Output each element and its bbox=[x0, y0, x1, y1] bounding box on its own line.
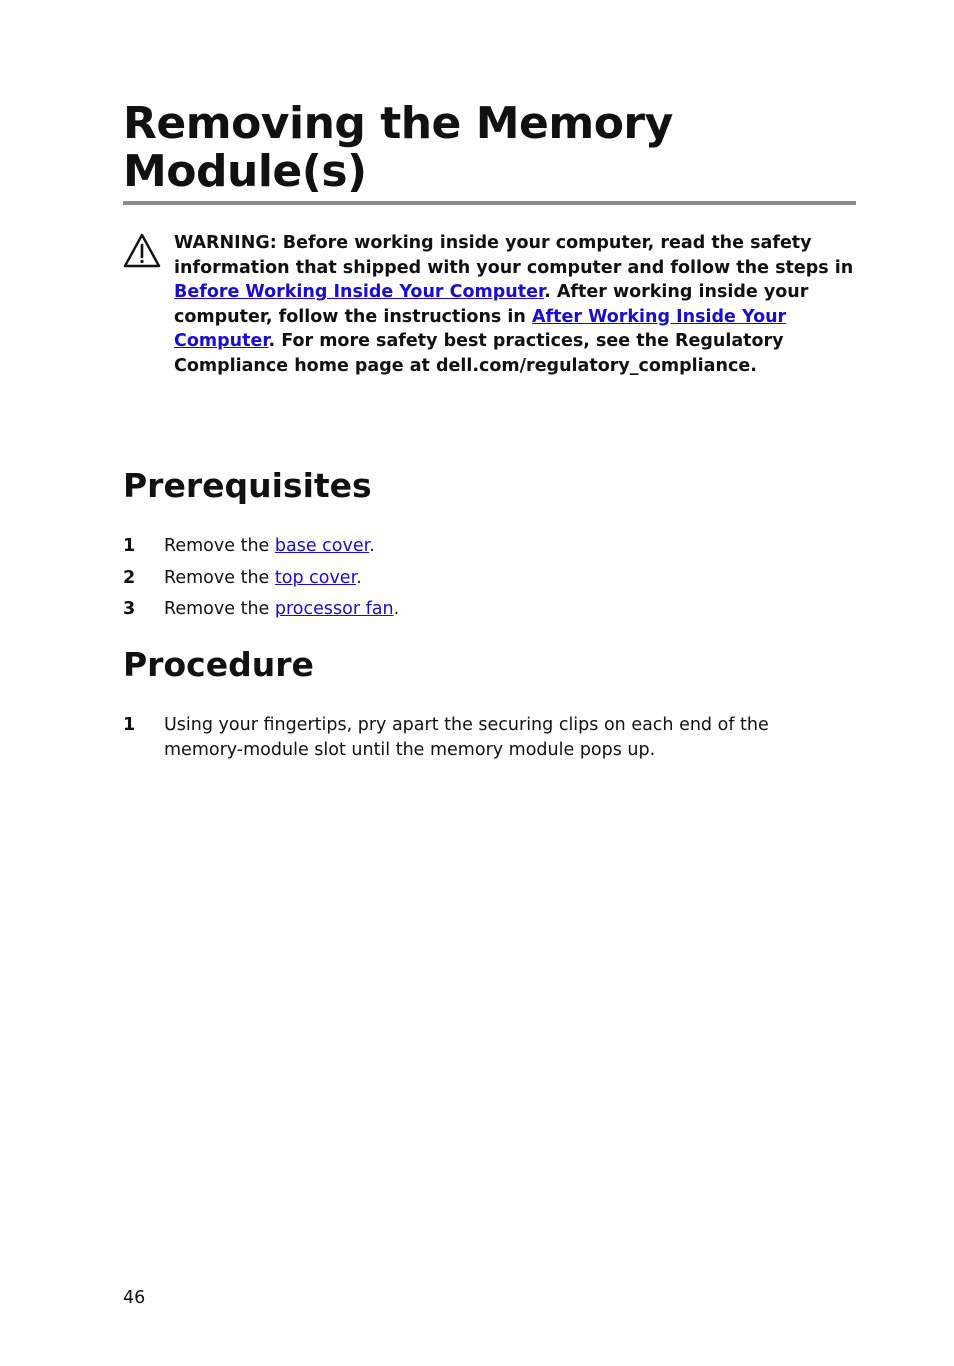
warning-message bbox=[174, 231, 864, 379]
prerequisite-step-3 bbox=[123, 597, 843, 622]
page-title-line-1: Removing the Memory bbox=[123, 98, 673, 149]
warning-text-part-2: . After working inside your computer, follow the instructions in bbox=[174, 282, 809, 327]
step-suffix: . bbox=[356, 568, 362, 588]
top-cover-link[interactable]: top cover bbox=[274, 568, 357, 588]
title-divider bbox=[123, 201, 856, 205]
step-text bbox=[164, 566, 843, 591]
warning-triangle-icon bbox=[123, 233, 161, 269]
prerequisites-heading: Prerequisites bbox=[123, 466, 372, 505]
step-number: 1 bbox=[123, 536, 136, 556]
step-text: Using your fingertips, pry apart the securing clips on each end of the memory-module slot until the memory module pops up. bbox=[164, 715, 769, 760]
before-working-link[interactable]: Before Working Inside Your Computer bbox=[174, 282, 545, 303]
step-text bbox=[164, 534, 843, 559]
procedure-step-1 bbox=[123, 713, 823, 763]
step-suffix: . bbox=[393, 599, 400, 619]
step-prefix: Remove the bbox=[164, 568, 275, 588]
prerequisite-step-1 bbox=[123, 534, 843, 559]
step-prefix: Remove the bbox=[164, 599, 275, 619]
warning-text-part-3: . For more safety best practices, see the Regulatory Compliance home page at dell.com/regulatory_compliance. bbox=[174, 331, 784, 376]
step-number: 3 bbox=[123, 599, 136, 619]
prerequisite-step-2 bbox=[123, 566, 843, 591]
step-prefix: Remove the bbox=[164, 536, 275, 556]
procedure-heading: Procedure bbox=[123, 645, 314, 684]
step-number: 2 bbox=[123, 568, 136, 588]
after-working-link[interactable]: After Working Inside Your Computer bbox=[174, 306, 787, 352]
processor-fan-link[interactable]: processor fan bbox=[274, 599, 394, 619]
page-title-line-2: Module(s) bbox=[123, 146, 367, 197]
page-title bbox=[123, 100, 863, 196]
step-number: 1 bbox=[123, 715, 136, 735]
page-number: 46 bbox=[123, 1288, 146, 1308]
warning-text-part-1: WARNING: Before working inside your computer, read the safety information that shipped with your computer and follow the steps in bbox=[174, 233, 854, 278]
base-cover-link[interactable]: base cover bbox=[274, 536, 370, 556]
step-suffix: . bbox=[369, 536, 375, 556]
step-text bbox=[164, 597, 843, 622]
